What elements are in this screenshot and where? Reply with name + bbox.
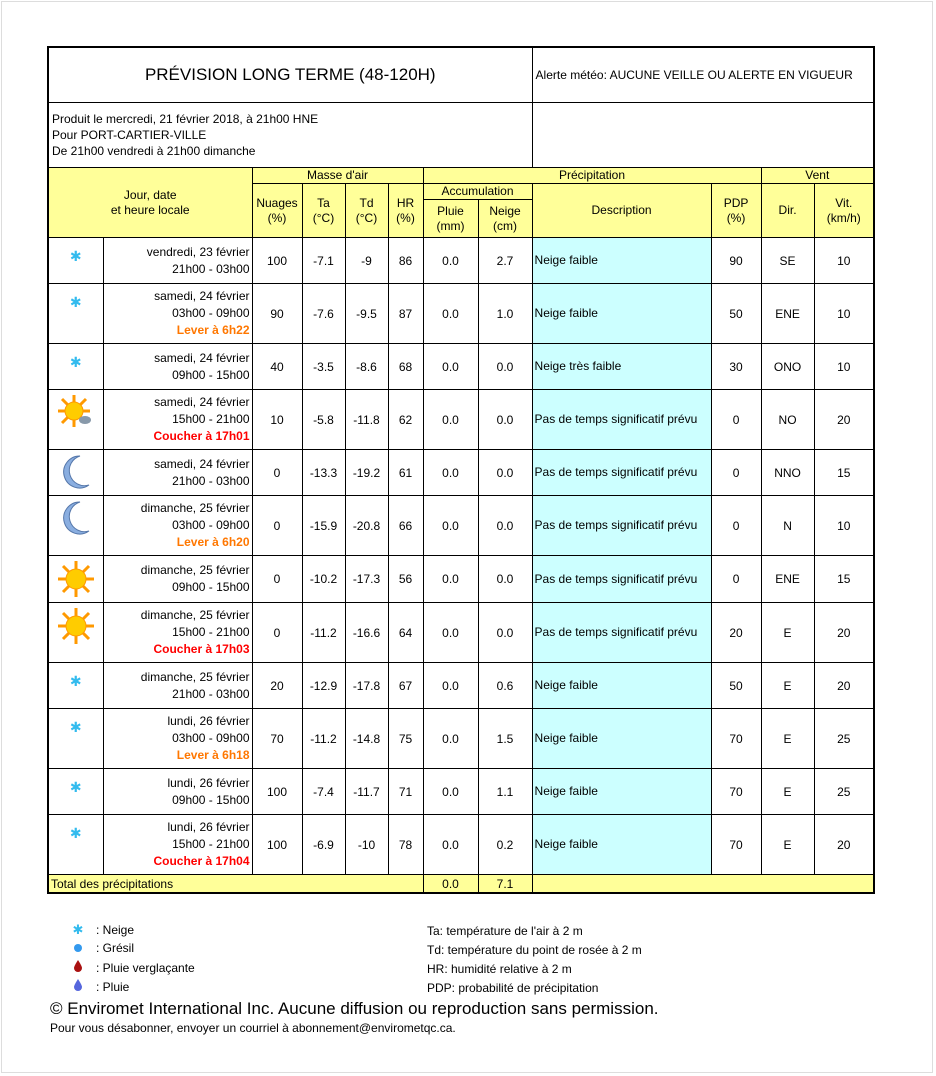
pluie-cell: 0.0 [423,603,478,663]
pluie-cell: 0.0 [423,496,478,556]
info-blank [532,103,874,168]
pdp-cell: 70 [711,769,761,815]
period-date: lundi, 26 février [167,820,250,834]
neige-cell: 0.2 [478,815,532,875]
period-time: 21h00 - 03h00 [172,473,250,488]
neige-cell: 0.0 [478,496,532,556]
hr-cell: 75 [388,709,423,769]
period-cell [103,709,252,769]
description-cell: Pas de temps significatif prévu [532,603,711,663]
freezing-rain-icon [70,960,86,975]
definition-item: Td: température du point de rosée à 2 m [427,943,642,957]
dir-cell: NNO [761,450,814,496]
pluie-cell: 0.0 [423,709,478,769]
snow-icon: ✱ [69,825,82,841]
hr-cell: 87 [388,284,423,344]
forecast-row [48,238,874,284]
neige-cell: 0.0 [478,603,532,663]
period-cell [103,390,252,450]
td-cell: -11.7 [345,769,388,815]
dir-cell: ONO [761,344,814,390]
td-cell: -16.6 [345,603,388,663]
total-neige: 7.1 [478,875,532,894]
period-cell [103,769,252,815]
period-date: samedi, 24 février [154,456,250,471]
forecast-row [48,815,874,875]
legend-item [70,960,195,979]
weather-icon-cell [48,709,103,769]
period-time: 03h00 - 09h00 [172,518,250,532]
ta-cell: -11.2 [302,603,345,663]
period-time: 15h00 - 21h00 [172,837,250,851]
copyright-notice: © Enviromet International Inc. Aucune diffusion ou reproduction sans permission. [50,999,659,1018]
forecast-info [48,103,532,168]
dir-cell: ENE [761,556,814,603]
neige-cell: 1.5 [478,709,532,769]
period-cell [103,663,252,709]
forecast-table [47,46,875,894]
hr-cell: 66 [388,496,423,556]
pluie-cell: 0.0 [423,238,478,284]
forecast-row [48,284,874,344]
nuages-cell: 90 [252,284,302,344]
ta-cell: -7.1 [302,238,345,284]
dir-cell: N [761,496,814,556]
rain-icon [70,979,86,994]
vit-cell: 20 [814,603,874,663]
moon-icon [58,480,94,494]
pluie-cell: 0.0 [423,769,478,815]
ta-cell: -12.9 [302,663,345,709]
weather-icon-cell [48,769,103,815]
col-masse-air: Masse d'air [252,168,423,184]
td-cell: -20.8 [345,496,388,556]
forecast-row [48,769,874,815]
nuages-cell: 40 [252,344,302,390]
description-cell: Neige faible [532,238,711,284]
nuages-cell: 100 [252,769,302,815]
description-cell: Neige faible [532,284,711,344]
td-cell: -11.8 [345,390,388,450]
legend-item [70,922,134,941]
period-time: 21h00 - 03h00 [172,686,250,701]
period-time: 15h00 - 21h00 [172,412,250,426]
weather-icon-cell [48,450,103,496]
weather-icon-cell [48,238,103,284]
hr-cell: 64 [388,603,423,663]
period-date: vendredi, 23 février [146,244,250,259]
period-time: 03h00 - 09h00 [172,731,250,745]
vit-cell: 20 [814,663,874,709]
col-accumulation: Accumulation [423,184,532,200]
dir-cell: E [761,709,814,769]
snow-icon: ✱ [69,248,82,264]
unsubscribe-note: Pour vous désabonner, envoyer un courriel à abonnement@envirometqc.ca. [50,1021,456,1035]
forecast-row [48,709,874,769]
weather-icon-cell [48,603,103,663]
total-blank [532,875,874,894]
col-pluie: Pluie (mm) [423,200,478,238]
td-cell: -17.8 [345,663,388,709]
nuages-cell: 0 [252,450,302,496]
weather-icon-cell [48,284,103,344]
pluie-cell: 0.0 [423,284,478,344]
legend-label: : Pluie verglaçante [96,961,195,975]
col-td: Td (°C) [345,184,388,238]
weather-icon-cell [48,556,103,603]
td-cell: -9 [345,238,388,284]
dir-cell: ENE [761,284,814,344]
forecast-row [48,603,874,663]
td-cell: -9.5 [345,284,388,344]
period-date: dimanche, 25 février [140,501,250,515]
period-time: 09h00 - 15h00 [172,792,250,807]
col-pdp: PDP (%) [711,184,761,238]
weather-alert: Alerte météo: AUCUNE VEILLE OU ALERTE EN VIGUEUR [532,47,874,103]
weather-icon-cell [48,815,103,875]
td-cell: -17.3 [345,556,388,603]
ta-cell: -7.4 [302,769,345,815]
sun-icon [56,588,96,602]
total-pluie: 0.0 [423,875,478,894]
definitions [427,922,642,998]
pdp-cell: 0 [711,390,761,450]
td-cell: -19.2 [345,450,388,496]
neige-cell: 0.0 [478,556,532,603]
legend-item [70,979,129,998]
col-description: Description [532,184,711,238]
sun-event: Lever à 6h18 [176,748,250,762]
weather-icon-cell [48,344,103,390]
period-date: samedi, 24 février [154,289,250,303]
forecast-row [48,344,874,390]
vit-cell: 20 [814,390,874,450]
hr-cell: 68 [388,344,423,390]
sun-event: Lever à 6h20 [176,535,250,549]
pdp-cell: 70 [711,815,761,875]
dir-cell: E [761,769,814,815]
nuages-cell: 0 [252,603,302,663]
sun-event: Coucher à 17h03 [153,642,250,656]
forecast-row [48,390,874,450]
period-cell [103,603,252,663]
weather-icon-cell [48,496,103,556]
hr-cell: 78 [388,815,423,875]
description-cell: Neige faible [532,663,711,709]
ta-cell: -5.8 [302,390,345,450]
sleet-icon [70,941,86,955]
legend-label: : Neige [96,923,135,937]
dir-cell: E [761,815,814,875]
period-cell [103,450,252,496]
period-cell [103,556,252,603]
period-date: lundi, 26 février [167,775,250,790]
td-cell: -14.8 [345,709,388,769]
col-neige: Neige (cm) [478,200,532,238]
vit-cell: 10 [814,284,874,344]
description-cell: Neige très faible [532,344,711,390]
period-date: dimanche, 25 février [140,669,250,684]
sun-event: Coucher à 17h04 [153,854,250,868]
definition-item: HR: humidité relative à 2 m [427,962,572,976]
pluie-cell: 0.0 [423,344,478,390]
period-cell [103,815,252,875]
col-vit: Vit. (km/h) [814,184,874,238]
snow-icon: ✱ [69,354,82,370]
period-cell [103,344,252,390]
legend-item [70,941,134,960]
pdp-cell: 0 [711,496,761,556]
neige-cell: 0.0 [478,450,532,496]
ta-cell: -15.9 [302,496,345,556]
weather-icon-cell [48,390,103,450]
snow-icon: ✱ [69,779,82,795]
neige-cell: 2.7 [478,238,532,284]
nuages-cell: 70 [252,709,302,769]
description-cell: Neige faible [532,709,711,769]
pluie-cell: 0.0 [423,390,478,450]
moon-icon [58,526,94,540]
pdp-cell: 70 [711,709,761,769]
nuages-cell: 10 [252,390,302,450]
hr-cell: 67 [388,663,423,709]
description-cell: Pas de temps significatif prévu [532,450,711,496]
col-vent: Vent [761,168,874,184]
pluie-cell: 0.0 [423,815,478,875]
hr-cell: 71 [388,769,423,815]
col-hr: HR (%) [388,184,423,238]
vit-cell: 15 [814,556,874,603]
dir-cell: SE [761,238,814,284]
period-time: 09h00 - 15h00 [172,580,250,594]
td-cell: -8.6 [345,344,388,390]
nuages-cell: 0 [252,556,302,603]
snow-icon: ✱ [69,719,82,735]
nuages-cell: 100 [252,815,302,875]
period-cell [103,238,252,284]
total-label: Total des précipitations [48,875,423,894]
pluie-cell: 0.0 [423,663,478,709]
description-cell: Neige faible [532,815,711,875]
period-date: samedi, 24 février [154,350,250,365]
pdp-cell: 20 [711,603,761,663]
snowflake-icon: ✱ [72,922,84,937]
pdp-cell: 0 [711,450,761,496]
pdp-cell: 50 [711,284,761,344]
period-date: dimanche, 25 février [140,608,250,622]
hr-cell: 62 [388,390,423,450]
neige-cell: 0.6 [478,663,532,709]
vit-cell: 25 [814,769,874,815]
pdp-cell: 50 [711,663,761,709]
weather-icon-cell [48,663,103,709]
ta-cell: -6.9 [302,815,345,875]
nuages-cell: 100 [252,238,302,284]
ta-cell: -11.2 [302,709,345,769]
forecast-row [48,450,874,496]
col-jour: Jour, date et heure locale [48,168,252,238]
legend-label: : Pluie [96,980,130,994]
snow-icon: ✱ [69,673,82,689]
vit-cell: 20 [814,815,874,875]
pluie-cell: 0.0 [423,556,478,603]
location: Pour PORT-CARTIER-VILLE [52,128,207,142]
description-cell: Pas de temps significatif prévu [532,390,711,450]
vit-cell: 10 [814,496,874,556]
period-time: 21h00 - 03h00 [172,261,250,276]
pdp-cell: 0 [711,556,761,603]
period-date: dimanche, 25 février [140,563,250,577]
ta-cell: -7.6 [302,284,345,344]
period-time: 03h00 - 09h00 [172,306,250,320]
hr-cell: 56 [388,556,423,603]
dir-cell: E [761,663,814,709]
hr-cell: 86 [388,238,423,284]
legend-label: : Grésil [96,941,135,955]
col-precipitation: Précipitation [423,168,761,184]
forecast-row [48,496,874,556]
ta-cell: -10.2 [302,556,345,603]
definition-item: PDP: probabilité de précipitation [427,981,599,995]
pdp-cell: 30 [711,344,761,390]
description-cell: Pas de temps significatif prévu [532,556,711,603]
produced-date: Produit le mercredi, 21 février 2018, à 21h00 HNE [52,112,319,126]
period-time: 15h00 - 21h00 [172,625,250,639]
neige-cell: 0.0 [478,344,532,390]
description-cell: Neige faible [532,769,711,815]
neige-cell: 1.1 [478,769,532,815]
ta-cell: -13.3 [302,450,345,496]
vit-cell: 10 [814,344,874,390]
pdp-cell: 90 [711,238,761,284]
dir-cell: NO [761,390,814,450]
forecast-row [48,663,874,709]
ta-cell: -3.5 [302,344,345,390]
forecast-row [48,556,874,603]
snow-icon: ✱ [69,294,82,310]
col-nuages: Nuages (%) [252,184,302,238]
period-date: samedi, 24 février [154,395,250,409]
sun-icon [56,635,96,649]
vit-cell: 15 [814,450,874,496]
col-dir: Dir. [761,184,814,238]
total-row [48,875,874,894]
nuages-cell: 20 [252,663,302,709]
sun-cloud-icon [56,422,96,436]
period-cell [103,284,252,344]
forecast-title: PRÉVISION LONG TERME (48-120H) [48,47,532,103]
definition-item: Ta: température de l'air à 2 m [427,924,583,938]
period-cell [103,496,252,556]
period-date: lundi, 26 février [167,714,250,728]
period-time: 09h00 - 15h00 [172,367,250,382]
sun-event: Lever à 6h22 [176,323,250,337]
nuages-cell: 0 [252,496,302,556]
pluie-cell: 0.0 [423,450,478,496]
dir-cell: E [761,603,814,663]
col-ta: Ta (°C) [302,184,345,238]
td-cell: -10 [345,815,388,875]
description-cell: Pas de temps significatif prévu [532,496,711,556]
sun-event: Coucher à 17h01 [153,429,250,443]
vit-cell: 10 [814,238,874,284]
vit-cell: 25 [814,709,874,769]
neige-cell: 1.0 [478,284,532,344]
hr-cell: 61 [388,450,423,496]
forecast-period: De 21h00 vendredi à 21h00 dimanche [52,144,256,158]
neige-cell: 0.0 [478,390,532,450]
